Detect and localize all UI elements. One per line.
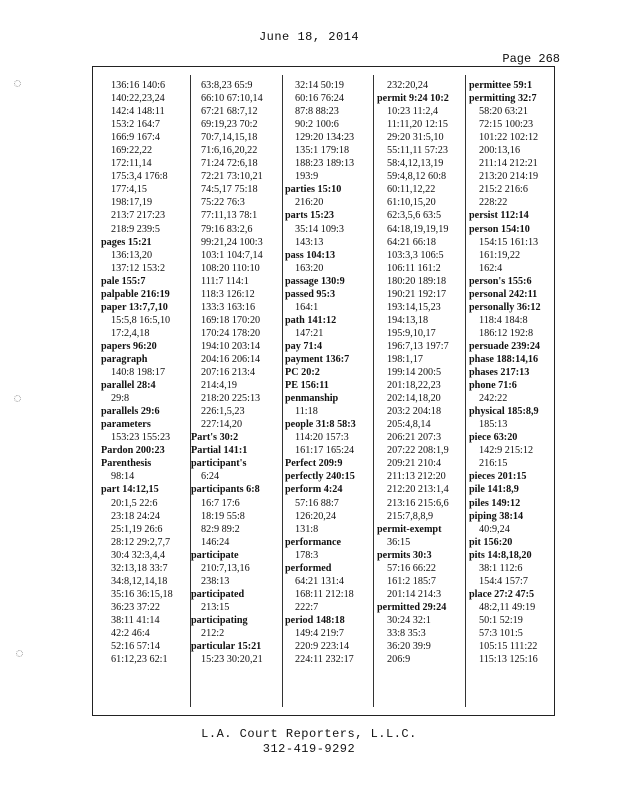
index-citation: 207:16 213:4 <box>201 367 256 379</box>
index-citation: 15:5,8 16:5,10 <box>111 314 171 326</box>
index-citation: 213:7 217:23 <box>111 210 166 222</box>
index-citation: 220:9 223:14 <box>295 641 350 653</box>
index-citation: 146:24 <box>201 536 230 548</box>
index-citation: 214:4,19 <box>201 380 237 392</box>
index-citation: 118:3 126:12 <box>201 288 255 300</box>
index-term: participated <box>191 588 245 600</box>
index-term: passage 130:9 <box>285 275 345 287</box>
index-citation: 142:4 148:11 <box>111 106 165 118</box>
index-citation: 40:9,24 <box>479 523 510 535</box>
index-citation: 143:13 <box>295 236 324 248</box>
index-citation: 98:14 <box>111 471 135 483</box>
index-citation: 61:10,15,20 <box>387 197 436 209</box>
index-citation: 215:7,8,8,9 <box>387 510 434 522</box>
index-citation: 169:18 170:20 <box>201 314 261 326</box>
index-term: Part's 30:2 <box>191 432 239 444</box>
index-term: particular 15:21 <box>191 641 262 653</box>
index-citation: 204:16 206:14 <box>201 353 261 365</box>
index-citation: 194:13,18 <box>387 314 429 326</box>
index-citation: 153:23 155:23 <box>111 432 171 444</box>
index-citation: 140:22,23,24 <box>111 93 165 105</box>
index-citation: 18:19 55:8 <box>201 510 245 522</box>
index-citation: 190:21 192:17 <box>387 288 447 300</box>
index-term: persuade 239:24 <box>469 340 541 352</box>
index-citation: 16:7 17:6 <box>201 497 240 509</box>
index-term: place 27:2 47:5 <box>469 588 535 600</box>
index-citation: 34:8,12,14,18 <box>111 575 168 587</box>
index-citation: 48:2,11 49:19 <box>479 601 536 613</box>
index-citation: 131:8 <box>295 523 319 535</box>
index-citation: 101:22 102:12 <box>479 132 539 144</box>
index-term: piles 149:12 <box>469 497 521 509</box>
index-citation: 193:14,15,23 <box>387 301 441 313</box>
index-citation: 175:3,4 176:8 <box>111 171 168 183</box>
index-citation: 70:7,14,15,18 <box>201 132 258 144</box>
index-term: paper 13:7,7,10 <box>101 301 168 313</box>
index-citation: 17:2,4,18 <box>111 327 150 339</box>
index-term: phone 71:6 <box>469 380 517 392</box>
index-citation: 36:15 <box>387 536 411 548</box>
index-citation: 178:3 <box>295 549 319 561</box>
index-term: pass 104:13 <box>285 249 336 261</box>
index-citation: 90:2 100:6 <box>295 119 339 131</box>
column-divider <box>465 75 466 707</box>
word-index-frame <box>92 66 555 716</box>
index-citation: 211:14 212:21 <box>479 158 538 170</box>
index-citation: 213:16 215:6,6 <box>387 497 449 509</box>
index-citation: 72:21 73:10,21 <box>201 171 263 183</box>
index-citation: 142:9 215:12 <box>479 445 534 457</box>
index-citation: 30:24 32:1 <box>387 614 431 626</box>
index-term: pale 155:7 <box>101 275 146 287</box>
index-term: piece 63:20 <box>469 432 518 444</box>
index-citation: 164:1 <box>295 301 319 313</box>
court-reporter-name: L.A. Court Reporters, L.L.C. <box>201 727 417 741</box>
index-citation: 162:4 <box>479 262 503 274</box>
index-citation: 118:4 184:8 <box>479 314 528 326</box>
index-citation: 218:9 239:5 <box>111 223 160 235</box>
index-citation: 194:10 203:14 <box>201 340 261 352</box>
punch-hole-mark <box>14 80 21 87</box>
index-citation: 25:1,19 26:6 <box>111 523 163 535</box>
index-citation: 218:20 225:13 <box>201 393 261 405</box>
page-number: Page 268 <box>502 52 560 66</box>
index-citation: 11:11,20 12:15 <box>387 119 448 131</box>
index-citation: 216:20 <box>295 197 324 209</box>
index-citation: 33:8 35:3 <box>387 627 426 639</box>
index-citation: 215:2 216:6 <box>479 184 528 196</box>
index-citation: 226:1,5,23 <box>201 406 245 418</box>
index-citation: 72:15 100:23 <box>479 119 534 131</box>
index-term: people 31:8 58:3 <box>285 419 356 431</box>
index-term: parameters <box>101 419 151 431</box>
index-citation: 169:22,22 <box>111 145 153 157</box>
index-term: parallels 29:6 <box>101 406 160 418</box>
index-term: person 154:10 <box>469 223 530 235</box>
index-citation: 63:8,23 65:9 <box>201 80 253 91</box>
index-citation: 52:16 57:14 <box>111 641 160 653</box>
index-citation: 59:4,8,12 60:8 <box>387 171 447 183</box>
index-term: penmanship <box>285 393 339 405</box>
index-term: pieces 201:15 <box>469 471 527 483</box>
index-citation: 74:5,17 75:18 <box>201 184 258 196</box>
index-citation: 58:20 63:21 <box>479 106 528 118</box>
index-citation: 69:19,23 70:2 <box>201 119 258 131</box>
index-citation: 66:10 67:10,14 <box>201 93 263 105</box>
punch-hole-mark <box>14 395 21 402</box>
index-term: payment 136:7 <box>285 353 350 365</box>
column-divider <box>373 75 374 707</box>
index-citation: 57:16 66:22 <box>387 562 436 574</box>
index-citation: 195:9,10,17 <box>387 327 436 339</box>
index-term: phases 217:13 <box>469 367 530 379</box>
index-citation: 28:12 29:2,7,7 <box>111 536 171 548</box>
index-citation: 11:18 <box>295 406 318 418</box>
index-column-4 <box>377 79 449 666</box>
index-term: performance <box>285 536 342 548</box>
index-term: pits 14:8,18,20 <box>469 549 532 561</box>
index-citation: 75:22 76:3 <box>201 197 245 209</box>
punch-hole-mark <box>16 650 23 657</box>
index-column-3 <box>285 79 356 666</box>
index-citation: 129:20 134:23 <box>295 132 355 144</box>
index-citation: 211:13 212:20 <box>387 471 446 483</box>
index-term: paragraph <box>101 353 148 365</box>
index-citation: 57:16 88:7 <box>295 497 339 509</box>
index-citation: 186:12 192:8 <box>479 327 534 339</box>
index-column-1 <box>101 79 173 666</box>
index-citation: 103:1 104:7,14 <box>201 249 263 261</box>
index-term: Pardon 200:23 <box>101 445 165 457</box>
index-term: perfectly 240:15 <box>285 471 355 483</box>
index-term: person's 155:6 <box>469 275 532 287</box>
index-citation: 103:3,3 106:5 <box>387 249 444 261</box>
index-term: personally 36:12 <box>469 301 541 313</box>
index-citation: 205:4,8,14 <box>387 419 431 431</box>
index-citation: 222:7 <box>295 601 319 613</box>
index-citation: 38:11 41:14 <box>111 614 160 626</box>
index-term: parallel 28:4 <box>101 380 156 392</box>
index-citation: 209:21 210:4 <box>387 458 442 470</box>
index-citation: 161:17 165:24 <box>295 445 355 457</box>
index-citation: 170:24 178:20 <box>201 327 261 339</box>
deposition-date: June 18, 2014 <box>258 30 360 44</box>
index-citation: 198:17,19 <box>111 197 153 209</box>
index-citation: 201:14 214:3 <box>387 588 442 600</box>
index-term: papers 96:20 <box>101 340 157 352</box>
index-term: parties 15:10 <box>285 184 342 196</box>
index-citation: 71:24 72:6,18 <box>201 158 258 170</box>
index-citation: 200:13,16 <box>479 145 521 157</box>
index-term: piping 38:14 <box>469 510 524 522</box>
index-citation: 106:11 161:2 <box>387 262 441 274</box>
index-citation: 64:21 66:18 <box>387 236 436 248</box>
index-citation: 55:11,11 57:23 <box>387 145 448 157</box>
index-citation: 114:20 157:3 <box>295 432 349 444</box>
index-citation: 202:14,18,20 <box>387 393 441 405</box>
index-citation: 140:8 198:17 <box>111 367 166 379</box>
index-citation: 58:4,12,13,19 <box>387 158 444 170</box>
index-term: pages 15:21 <box>101 236 152 248</box>
index-term: part 14:12,15 <box>101 484 159 496</box>
index-citation: 77:11,13 78:1 <box>201 210 258 222</box>
index-citation: 20:1,5 22:6 <box>111 497 158 509</box>
index-citation: 153:2 164:7 <box>111 119 160 131</box>
index-citation: 6:24 <box>201 471 220 483</box>
index-term: permit 9:24 10:2 <box>377 93 449 105</box>
index-citation: 87:8 88:23 <box>295 106 339 118</box>
index-citation: 30:4 32:3,4,4 <box>111 549 166 561</box>
index-citation: 238:13 <box>201 575 230 587</box>
index-citation: 207:22 208:1,9 <box>387 445 449 457</box>
index-citation: 99:21,24 100:3 <box>201 236 263 248</box>
index-citation: 111:7 114:1 <box>201 275 249 287</box>
index-citation: 62:3,5,6 63:5 <box>387 210 442 222</box>
index-citation: 180:20 189:18 <box>387 275 447 287</box>
index-term: Perfect 209:9 <box>285 458 343 470</box>
index-citation: 32:14 50:19 <box>295 80 344 91</box>
index-term: performed <box>285 562 332 574</box>
index-citation: 108:20 110:10 <box>201 262 260 274</box>
index-citation: 67:21 68:7,12 <box>201 106 258 118</box>
index-citation: 36:20 39:9 <box>387 641 431 653</box>
index-citation: 64:18,19,19,19 <box>387 223 449 235</box>
index-citation: 193:9 <box>295 171 319 183</box>
index-term: participate <box>191 549 239 561</box>
index-citation: 242:22 <box>479 393 508 405</box>
index-citation: 210:7,13,16 <box>201 562 250 574</box>
index-citation: 57:3 101:5 <box>479 627 523 639</box>
index-citation: 136:16 140:6 <box>111 80 166 91</box>
index-citation: 224:11 232:17 <box>295 654 354 666</box>
index-citation: 199:14 200:5 <box>387 367 442 379</box>
index-citation: 168:11 212:18 <box>295 588 354 600</box>
index-citation: 136:13,20 <box>111 249 153 261</box>
index-term: pit 156:20 <box>469 536 513 548</box>
index-citation: 29:8 <box>111 393 130 405</box>
index-citation: 201:18,22,23 <box>387 380 441 392</box>
index-citation: 213:15 <box>201 601 230 613</box>
index-citation: 228:22 <box>479 197 508 209</box>
index-citation: 213:20 214:19 <box>479 171 539 183</box>
index-citation: 38:1 112:6 <box>479 562 523 574</box>
index-citation: 23:18 24:24 <box>111 510 160 522</box>
index-citation: 137:12 153:2 <box>111 262 166 274</box>
index-citation: 147:21 <box>295 327 324 339</box>
index-term: passed 95:3 <box>285 288 336 300</box>
index-citation: 35:14 109:3 <box>295 223 344 235</box>
index-citation: 149:4 219:7 <box>295 627 344 639</box>
index-term: permitting 32:7 <box>469 93 537 105</box>
index-citation: 50:1 52:19 <box>479 614 523 626</box>
index-term: personal 242:11 <box>469 288 538 300</box>
index-citation: 203:2 204:18 <box>387 406 442 418</box>
index-column-5 <box>469 79 541 666</box>
index-term: participating <box>191 614 248 626</box>
index-citation: 29:20 31:5,10 <box>387 132 444 144</box>
index-term: perform 4:24 <box>285 484 343 496</box>
index-term: path 141:12 <box>285 314 337 326</box>
index-term: permittee 59:1 <box>469 80 533 91</box>
index-citation: 64:21 131:4 <box>295 575 344 587</box>
index-term: PC 20:2 <box>285 367 320 379</box>
index-term: permit-exempt <box>377 523 442 535</box>
index-citation: 227:14,20 <box>201 419 243 431</box>
index-citation: 105:15 111:22 <box>479 641 538 653</box>
index-citation: 42:2 46:4 <box>111 627 150 639</box>
index-citation: 212:2 <box>201 627 225 639</box>
index-citation: 166:9 167:4 <box>111 132 160 144</box>
index-citation: 115:13 125:16 <box>479 654 538 666</box>
court-reporter-phone: 312-419-9292 <box>262 742 356 756</box>
index-term: palpable 216:19 <box>101 288 170 300</box>
index-citation: 60:16 76:24 <box>295 93 344 105</box>
index-citation: 161:19,22 <box>479 249 521 261</box>
index-citation: 172:11,14 <box>111 158 152 170</box>
index-citation: 198:1,17 <box>387 353 423 365</box>
index-citation: 154:15 161:13 <box>479 236 539 248</box>
index-term: phase 188:14,16 <box>469 353 539 365</box>
index-term: period 148:18 <box>285 614 345 626</box>
index-citation: 82:9 89:2 <box>201 523 240 535</box>
index-citation: 32:13,18 33:7 <box>111 562 168 574</box>
index-term: pile 141:8,9 <box>469 484 519 496</box>
index-citation: 10:23 11:2,4 <box>387 106 439 118</box>
index-citation: 206:21 207:3 <box>387 432 442 444</box>
index-column-2 <box>191 79 263 666</box>
index-term: permitted 29:24 <box>377 601 447 613</box>
index-citation: 71:6,16,20,22 <box>201 145 258 157</box>
index-citation: 135:1 179:18 <box>295 145 350 157</box>
index-citation: 206:9 <box>387 654 411 666</box>
index-term: parts 15:23 <box>285 210 334 222</box>
index-citation: 188:23 189:13 <box>295 158 355 170</box>
index-term: pay 71:4 <box>285 340 323 352</box>
index-term: Partial 141:1 <box>191 445 248 457</box>
index-citation: 212:20 213:1,4 <box>387 484 449 496</box>
index-term: persist 112:14 <box>469 210 529 222</box>
index-citation: 133:3 163:16 <box>201 301 256 313</box>
index-citation: 35:16 36:15,18 <box>111 588 173 600</box>
index-term: participant's <box>191 458 247 470</box>
index-citation: 61:12,23 62:1 <box>111 654 168 666</box>
index-citation: 126:20,24 <box>295 510 337 522</box>
index-citation: 232:20,24 <box>387 80 429 91</box>
index-citation: 79:16 83:2,6 <box>201 223 253 235</box>
index-citation: 60:11,12,22 <box>387 184 436 196</box>
index-citation: 177:4,15 <box>111 184 147 196</box>
index-term: permits 30:3 <box>377 549 432 561</box>
index-citation: 36:23 37:22 <box>111 601 160 613</box>
index-term: physical 185:8,9 <box>469 406 539 418</box>
index-citation: 163:20 <box>295 262 324 274</box>
index-term: Parenthesis <box>101 458 152 470</box>
index-citation: 15:23 30:20,21 <box>201 654 263 666</box>
index-citation: 196:7,13 197:7 <box>387 340 449 352</box>
index-citation: 216:15 <box>479 458 508 470</box>
index-citation: 161:2 185:7 <box>387 575 436 587</box>
index-term: PE 156:11 <box>285 380 329 392</box>
column-divider <box>282 75 283 707</box>
index-citation: 154:4 157:7 <box>479 575 528 587</box>
index-term: participants 6:8 <box>191 484 260 496</box>
index-citation: 185:13 <box>479 419 508 431</box>
